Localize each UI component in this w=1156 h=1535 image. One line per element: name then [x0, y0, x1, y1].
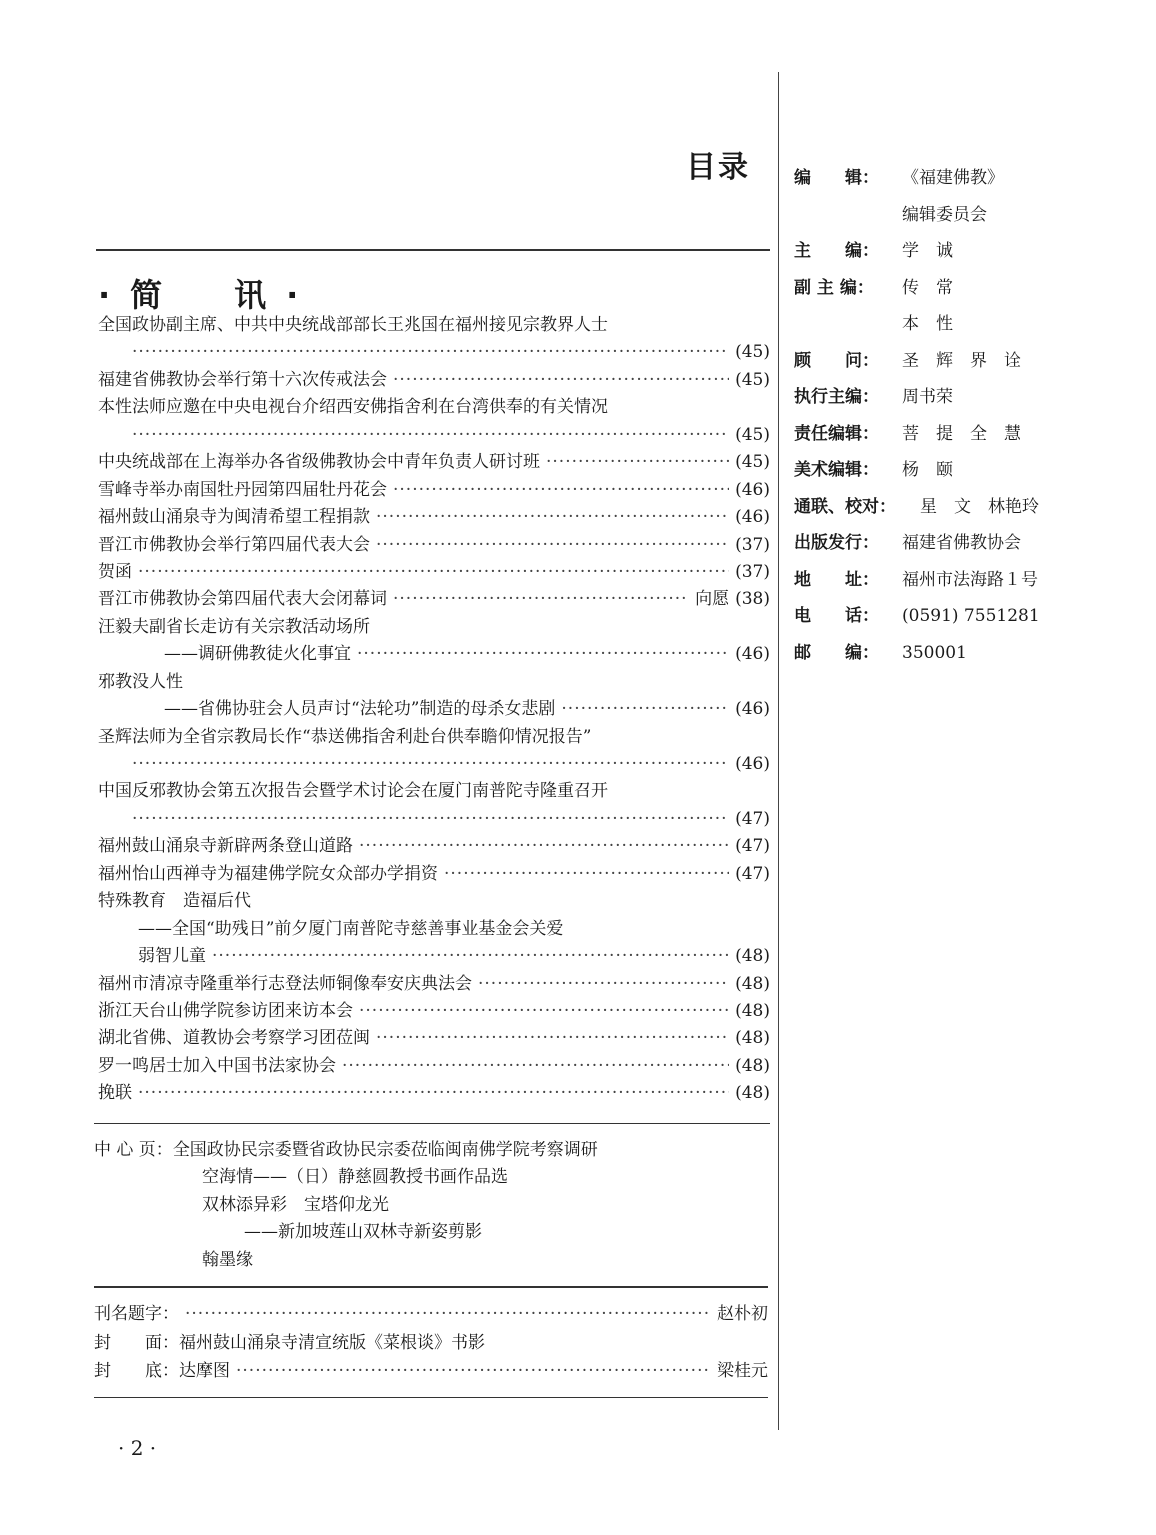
- dot-leader: [132, 751, 729, 778]
- toc-entry[interactable]: [98, 641, 770, 668]
- center-pages-label: 中 心 页：: [94, 1140, 173, 1160]
- toc-entry-page: (38): [735, 589, 770, 610]
- dot-leader: [359, 833, 729, 860]
- toc-entry-title: 中央统战部在上海举办各省级佛教协会中青年负责人研讨班: [98, 452, 540, 473]
- credit-value: 达摩图: [179, 1361, 230, 1381]
- toc-entry-title: 晋江市佛教协会第四届代表大会闭幕词: [98, 589, 387, 610]
- toc-entry-page: (46): [735, 644, 770, 665]
- toc-entry[interactable]: [98, 833, 770, 860]
- dot-leader: [561, 696, 729, 723]
- toc-entry[interactable]: [98, 751, 770, 778]
- toc-entry-title: ——调研佛教徒火化事宜: [164, 644, 351, 665]
- toc-entry-title: 浙江天台山佛学院参访团来访本会: [98, 1000, 353, 1021]
- section-title: ·简 讯·: [98, 276, 319, 314]
- toc-entry-title: 贺函: [98, 561, 132, 582]
- credit-author: 梁桂元: [717, 1361, 768, 1381]
- toc-entry-page: (48): [735, 1000, 770, 1021]
- masthead-label: 电 话：: [794, 606, 879, 626]
- toc-entry-page: (47): [735, 836, 770, 857]
- page-title: 目录: [686, 150, 750, 185]
- masthead-row: [794, 270, 1040, 307]
- toc-entry-title: 福州市清凉寺隆重举行志登法师铜像奉安庆典法会: [98, 973, 472, 994]
- dot-leader: [393, 586, 689, 613]
- dot-leader: [236, 1357, 711, 1386]
- masthead-row: [794, 452, 1040, 489]
- toc-entry-page: (46): [735, 479, 770, 500]
- toc-entry-page: (45): [735, 452, 770, 473]
- credit-author: 赵朴初: [717, 1304, 768, 1324]
- toc-entry[interactable]: [98, 339, 770, 366]
- credits-rule: [94, 1286, 768, 1288]
- toc-entry-title: 福州怡山西禅寺为福建佛学院女众部办学捐资: [98, 863, 438, 884]
- center-pages: [94, 1137, 598, 1274]
- masthead-row: [794, 525, 1040, 562]
- masthead-value: 杨 颐: [902, 460, 953, 480]
- masthead-value: 菩 提 全 慧: [902, 423, 1021, 444]
- toc-entry-page: (46): [735, 699, 770, 720]
- masthead-label: 责任编辑：: [794, 423, 879, 444]
- toc-entry[interactable]: [98, 943, 770, 970]
- toc-entry-page: (45): [735, 369, 770, 390]
- toc-entry-title: 汪毅夫副省长走访有关宗教活动场所: [98, 616, 370, 637]
- credit-row: [94, 1357, 768, 1386]
- toc-entry[interactable]: [98, 998, 770, 1025]
- page-number: · 2 ·: [118, 1436, 157, 1460]
- dot-leader: [132, 339, 729, 366]
- toc-entry-title: 罗一鸣居士加入中国书法家协会: [98, 1055, 336, 1076]
- center-page-title: 空海情——（日）静慈圆教授书画作品选: [202, 1167, 508, 1188]
- toc-entry[interactable]: [98, 669, 770, 696]
- dot-leader: [138, 1080, 729, 1107]
- masthead-row: [794, 306, 1040, 343]
- bottom-rule: [94, 1397, 768, 1398]
- masthead-value: 350001: [902, 642, 967, 663]
- toc-entry-page: (48): [735, 973, 770, 994]
- toc-entry-page: (48): [735, 1055, 770, 1076]
- masthead-row: [794, 489, 1040, 526]
- toc-entry-title: 圣辉法师为全省宗教局长作“恭送佛指舍利赴台供奉瞻仰情况报告”: [98, 726, 592, 747]
- toc-entry[interactable]: [98, 861, 770, 888]
- toc-entry-page: (37): [735, 561, 770, 582]
- credit-row: [94, 1300, 768, 1329]
- dot-leader: [138, 559, 729, 586]
- toc-entry[interactable]: [98, 312, 770, 339]
- center-page-title: 全国政协民宗委暨省政协民宗委莅临闽南佛学院考察调研: [172, 1140, 598, 1160]
- toc-entry-page: (47): [735, 863, 770, 884]
- dot-leader: [376, 1025, 729, 1052]
- credits: [94, 1300, 768, 1386]
- toc-entry-title: ——全国“助残日”前夕厦门南普陀寺慈善事业基金会关爱: [138, 918, 564, 939]
- masthead-value: (0591) 7551281: [902, 606, 1040, 626]
- toc-entry-title: 全国政协副主席、中共中央统战部部长王兆国在福州接见宗教界人士: [98, 315, 608, 335]
- masthead-row: [794, 197, 1040, 234]
- dot-leader: [376, 504, 729, 531]
- credit-label: 封 底：: [94, 1361, 179, 1381]
- masthead-label: 顾 问：: [794, 350, 879, 371]
- dot-leader: [132, 806, 729, 833]
- dot-leader: [359, 998, 729, 1025]
- credit-label: 刊名题字：: [94, 1304, 179, 1324]
- masthead-label: 邮 编：: [794, 642, 879, 663]
- title-rule: [96, 249, 770, 251]
- center-page-title: 双林添异彩 宝塔仰龙光: [202, 1194, 389, 1215]
- center-page-item[interactable]: [94, 1137, 598, 1164]
- masthead-label: 执行主编：: [794, 387, 879, 407]
- masthead-row: [794, 160, 1040, 197]
- toc-entry-title: 福州鼓山涌泉寺为闽清希望工程捐款: [98, 507, 370, 528]
- masthead-value: 本 性: [902, 314, 953, 334]
- dot-leader: [393, 367, 729, 394]
- toc-entry[interactable]: [98, 778, 770, 805]
- masthead-label: 出版发行：: [794, 533, 879, 553]
- toc-entry[interactable]: [98, 806, 770, 833]
- toc-entry[interactable]: [98, 504, 770, 531]
- toc-entry-title: 特殊教育 造福后代: [98, 891, 251, 912]
- masthead-row: [794, 233, 1040, 270]
- toc-entry[interactable]: [98, 614, 770, 641]
- toc-entry[interactable]: [98, 586, 770, 613]
- credit-row: [94, 1329, 768, 1358]
- center-page-subtitle: ——新加坡莲山双林寺新姿剪影: [244, 1222, 482, 1243]
- masthead-value: 传 常: [902, 277, 953, 298]
- toc-entry[interactable]: [98, 971, 770, 998]
- toc-entry-page: (37): [735, 534, 770, 555]
- toc-entry-title: 弱智儿童: [138, 946, 206, 967]
- dot-leader: [376, 532, 729, 559]
- toc-entry-author: 向愿: [695, 589, 730, 610]
- toc-entry[interactable]: [98, 449, 770, 476]
- toc-entry-title: 雪峰寺举办南国牡丹园第四届牡丹花会: [98, 479, 387, 500]
- dot-leader: [478, 971, 729, 998]
- center-page-item[interactable]: [94, 1247, 598, 1274]
- toc-entry[interactable]: [98, 559, 770, 586]
- masthead-value: 福州市法海路１号: [902, 569, 1038, 590]
- masthead-label: 美术编辑：: [794, 460, 879, 480]
- toc-entry[interactable]: [98, 422, 770, 449]
- masthead-value: 编辑委员会: [902, 204, 987, 225]
- toc-entry[interactable]: [98, 1025, 770, 1052]
- toc-entry-title: 中国反邪教协会第五次报告会暨学术讨论会在厦门南普陀寺隆重召开: [98, 781, 608, 802]
- masthead-label: 地 址：: [794, 569, 879, 590]
- dot-leader: [132, 422, 729, 449]
- toc-entry-page: (48): [735, 946, 770, 967]
- toc-entry-title: 邪教没人性: [98, 671, 183, 692]
- masthead-value: 福建省佛教协会: [902, 533, 1021, 553]
- toc-entry[interactable]: [98, 1080, 770, 1107]
- center-page-item[interactable]: [94, 1192, 598, 1219]
- center-page-item[interactable]: [94, 1219, 598, 1246]
- toc-entry-page: (48): [735, 1028, 770, 1049]
- credit-label: 封 面：: [94, 1332, 179, 1353]
- toc-entry-title: 福建省佛教协会举行第十六次传戒法会: [98, 369, 387, 390]
- masthead-row: [794, 635, 1040, 672]
- toc-entry-page: (45): [735, 342, 770, 363]
- toc-entry-title: 本性法师应邀在中央电视台介绍西安佛指舍利在台湾供奉的有关情况: [98, 397, 608, 418]
- masthead-value: 圣 辉 界 诠: [902, 350, 1021, 371]
- toc-entry[interactable]: [98, 696, 770, 723]
- masthead-value: 星 文 林艳玲: [920, 496, 1039, 517]
- credit-value: 福州鼓山涌泉寺清宣统版《菜根谈》书影: [179, 1332, 485, 1353]
- masthead-label: 编 辑：: [794, 168, 879, 188]
- toc-entry-title: 福州鼓山涌泉寺新辟两条登山道路: [98, 836, 353, 857]
- toc-entry-page: (48): [735, 1083, 770, 1104]
- masthead-row: [794, 562, 1040, 599]
- dot-leader: [546, 449, 729, 476]
- toc-entry[interactable]: [98, 916, 770, 943]
- toc-entry[interactable]: [98, 888, 770, 915]
- toc-entry[interactable]: [98, 394, 770, 421]
- dot-leader: [393, 477, 729, 504]
- masthead-value: 周书荣: [902, 387, 953, 407]
- masthead-label: 副 主 编：: [794, 277, 874, 298]
- masthead-label: 通联、校对：: [794, 496, 896, 517]
- masthead-row: [794, 379, 1040, 416]
- center-page-title: 翰墨缘: [202, 1249, 253, 1270]
- masthead-row: [794, 343, 1040, 380]
- masthead: [794, 160, 1040, 671]
- center-page-item[interactable]: [94, 1164, 598, 1191]
- masthead-label: 主 编：: [794, 241, 879, 261]
- toc-entry-page: (45): [735, 424, 770, 445]
- dot-leader: [357, 641, 729, 668]
- toc-entry-title: 湖北省佛、道教协会考察学习团莅闽: [98, 1028, 370, 1049]
- toc-entry-title: 晋江市佛教协会举行第四届代表大会: [98, 534, 370, 555]
- toc-end-rule: [94, 1123, 770, 1124]
- toc-entry[interactable]: [98, 477, 770, 504]
- toc-list: [98, 312, 770, 1108]
- masthead-value: 《福建佛教》: [902, 168, 1004, 188]
- masthead-row: [794, 416, 1040, 453]
- toc-entry[interactable]: [98, 532, 770, 559]
- dot-leader: [342, 1053, 729, 1080]
- toc-entry[interactable]: [98, 367, 770, 394]
- toc-entry-title: ——省佛协驻会人员声讨“法轮功”制造的母杀女悲剧: [164, 699, 556, 720]
- column-divider: [778, 72, 779, 1430]
- toc-entry-title: 挽联: [98, 1083, 132, 1104]
- toc-entry-page: (46): [735, 507, 770, 528]
- dot-leader: [185, 1300, 711, 1329]
- toc-entry[interactable]: [98, 1053, 770, 1080]
- masthead-row: [794, 598, 1040, 635]
- toc-entry-page: (46): [735, 754, 770, 774]
- toc-entry-page: (47): [735, 808, 770, 829]
- dot-leader: [212, 943, 729, 970]
- dot-leader: [444, 861, 729, 888]
- toc-entry[interactable]: [98, 724, 770, 751]
- masthead-value: 学 诚: [902, 241, 953, 261]
